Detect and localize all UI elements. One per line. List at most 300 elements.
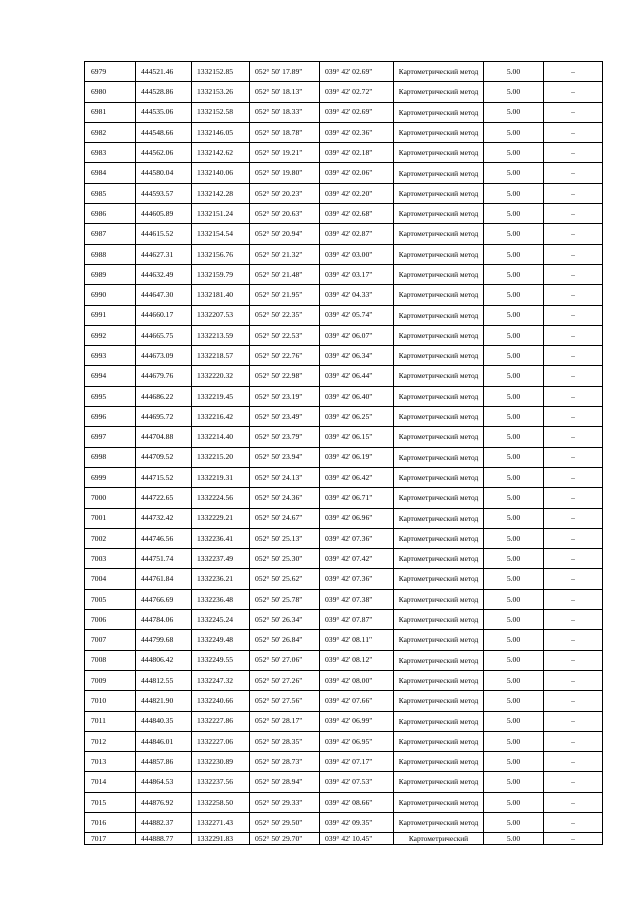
coord-y-cell: 1332159.79: [192, 264, 250, 284]
table-row: [85, 346, 603, 366]
latitude-cell: 052° 50' 29.33": [250, 792, 320, 812]
note-cell: –: [544, 163, 603, 183]
latitude-cell: 052° 50' 24.36": [250, 488, 320, 508]
accuracy-cell: 5.00: [484, 528, 544, 548]
method-cell: Картометрический метод: [394, 772, 484, 792]
table-row: [85, 650, 603, 670]
longitude-cell: 039° 42' 06.96": [320, 508, 394, 528]
method-cell: Картометрический метод: [394, 82, 484, 102]
point-number-cell: 7006: [85, 610, 136, 630]
latitude-cell: 052° 50' 25.13": [250, 528, 320, 548]
point-number-cell: 7010: [85, 691, 136, 711]
latitude-cell: 052° 50' 21.32": [250, 244, 320, 264]
latitude-cell: 052° 50' 27.26": [250, 670, 320, 690]
accuracy-cell: 5.00: [484, 569, 544, 589]
longitude-cell: 039° 42' 06.42": [320, 467, 394, 487]
point-number-cell: 7003: [85, 549, 136, 569]
note-cell: –: [544, 691, 603, 711]
latitude-cell: 052° 50' 22.76": [250, 346, 320, 366]
point-number-cell: 7013: [85, 752, 136, 772]
accuracy-cell: 5.00: [484, 792, 544, 812]
longitude-cell: 039° 42' 06.40": [320, 386, 394, 406]
note-cell: –: [544, 792, 603, 812]
coord-x-cell: 444882.37: [136, 812, 192, 832]
longitude-cell: 039° 42' 06.99": [320, 711, 394, 731]
latitude-cell: 052° 50' 29.70": [250, 833, 320, 845]
table-row: [85, 305, 603, 325]
coord-x-cell: 444679.76: [136, 366, 192, 386]
note-cell: –: [544, 610, 603, 630]
latitude-cell: 052° 50' 27.56": [250, 691, 320, 711]
coord-x-cell: 444876.92: [136, 792, 192, 812]
note-cell: –: [544, 143, 603, 163]
coord-y-cell: 1332236.48: [192, 589, 250, 609]
point-number-cell: 7009: [85, 670, 136, 690]
note-cell: –: [544, 650, 603, 670]
coord-y-cell: 1332146.05: [192, 122, 250, 142]
coord-x-cell: 444751.74: [136, 549, 192, 569]
longitude-cell: 039° 42' 06.44": [320, 366, 394, 386]
point-number-cell: 6991: [85, 305, 136, 325]
accuracy-cell: 5.00: [484, 610, 544, 630]
note-cell: –: [544, 528, 603, 548]
longitude-cell: 039° 42' 02.72": [320, 82, 394, 102]
method-cell: Картометрический метод: [394, 549, 484, 569]
longitude-cell: 039° 42' 06.19": [320, 447, 394, 467]
latitude-cell: 052° 50' 23.49": [250, 407, 320, 427]
method-cell: Картометрический метод: [394, 346, 484, 366]
table-row: [85, 325, 603, 345]
point-number-cell: 6985: [85, 183, 136, 203]
longitude-cell: 039° 42' 02.69": [320, 102, 394, 122]
method-cell: Картометрический метод: [394, 102, 484, 122]
longitude-cell: 039° 42' 07.66": [320, 691, 394, 711]
note-cell: –: [544, 812, 603, 832]
coord-y-cell: 1332214.40: [192, 427, 250, 447]
method-cell: Картометрический метод: [394, 224, 484, 244]
coord-x-cell: 444857.86: [136, 752, 192, 772]
longitude-cell: 039° 42' 07.17": [320, 752, 394, 772]
longitude-cell: 039° 42' 06.07": [320, 325, 394, 345]
table-row: [85, 549, 603, 569]
latitude-cell: 052° 50' 20.94": [250, 224, 320, 244]
longitude-cell: 039° 42' 06.71": [320, 488, 394, 508]
latitude-cell: 052° 50' 19.80": [250, 163, 320, 183]
longitude-cell: 039° 42' 09.35": [320, 812, 394, 832]
point-number-cell: 6993: [85, 346, 136, 366]
method-cell: Картометрический метод: [394, 244, 484, 264]
coord-x-cell: 444799.68: [136, 630, 192, 650]
latitude-cell: 052° 50' 28.73": [250, 752, 320, 772]
point-number-cell: 6997: [85, 427, 136, 447]
coord-x-cell: 444846.01: [136, 731, 192, 751]
accuracy-cell: 5.00: [484, 264, 544, 284]
table-row: [85, 102, 603, 122]
table-row: [85, 792, 603, 812]
note-cell: –: [544, 427, 603, 447]
accuracy-cell: 5.00: [484, 244, 544, 264]
longitude-cell: 039° 42' 02.18": [320, 143, 394, 163]
coord-x-cell: 444695.72: [136, 407, 192, 427]
point-number-cell: 6984: [85, 163, 136, 183]
method-cell: Картометрический метод: [394, 122, 484, 142]
coord-x-cell: 444615.52: [136, 224, 192, 244]
coord-y-cell: 1332152.85: [192, 62, 250, 82]
table-row: [85, 366, 603, 386]
latitude-cell: 052° 50' 27.06": [250, 650, 320, 670]
longitude-cell: 039° 42' 06.95": [320, 731, 394, 751]
latitude-cell: 052° 50' 23.19": [250, 386, 320, 406]
method-cell: Картометрический метод: [394, 691, 484, 711]
table-row: [85, 772, 603, 792]
coord-x-cell: 444709.52: [136, 447, 192, 467]
longitude-cell: 039° 42' 04.33": [320, 285, 394, 305]
table-row: [85, 163, 603, 183]
method-cell: Картометрический метод: [394, 407, 484, 427]
coord-x-cell: 444686.22: [136, 386, 192, 406]
table-body: [85, 62, 603, 845]
coord-y-cell: 1332249.48: [192, 630, 250, 650]
accuracy-cell: 5.00: [484, 143, 544, 163]
coord-y-cell: 1332181.40: [192, 285, 250, 305]
longitude-cell: 039° 42' 02.87": [320, 224, 394, 244]
method-cell: Картометрический метод: [394, 204, 484, 224]
table-row: [85, 467, 603, 487]
note-cell: –: [544, 183, 603, 203]
coord-x-cell: 444840.35: [136, 711, 192, 731]
table-row: [85, 407, 603, 427]
longitude-cell: 039° 42' 07.53": [320, 772, 394, 792]
accuracy-cell: 5.00: [484, 508, 544, 528]
note-cell: –: [544, 488, 603, 508]
longitude-cell: 039° 42' 06.34": [320, 346, 394, 366]
coordinates-table: [84, 61, 603, 845]
note-cell: –: [544, 102, 603, 122]
latitude-cell: 052° 50' 24.13": [250, 467, 320, 487]
coord-x-cell: 444784.06: [136, 610, 192, 630]
latitude-cell: 052° 50' 26.84": [250, 630, 320, 650]
table-row: [85, 630, 603, 650]
accuracy-cell: 5.00: [484, 82, 544, 102]
latitude-cell: 052° 50' 18.33": [250, 102, 320, 122]
note-cell: –: [544, 366, 603, 386]
note-cell: –: [544, 508, 603, 528]
accuracy-cell: 5.00: [484, 224, 544, 244]
point-number-cell: 6982: [85, 122, 136, 142]
coord-y-cell: 1332247.32: [192, 670, 250, 690]
note-cell: –: [544, 305, 603, 325]
coord-y-cell: 1332156.76: [192, 244, 250, 264]
table-row: [85, 386, 603, 406]
coord-y-cell: 1332258.50: [192, 792, 250, 812]
note-cell: –: [544, 630, 603, 650]
coord-x-cell: 444812.55: [136, 670, 192, 690]
note-cell: –: [544, 346, 603, 366]
method-cell: Картометрический метод: [394, 670, 484, 690]
method-cell: Картометрический метод: [394, 305, 484, 325]
longitude-cell: 039° 42' 06.25": [320, 407, 394, 427]
accuracy-cell: 5.00: [484, 670, 544, 690]
table-row: [85, 62, 603, 82]
method-cell: Картометрический метод: [394, 285, 484, 305]
point-number-cell: 6995: [85, 386, 136, 406]
table-row: [85, 731, 603, 751]
accuracy-cell: 5.00: [484, 488, 544, 508]
point-number-cell: 6981: [85, 102, 136, 122]
latitude-cell: 052° 50' 20.23": [250, 183, 320, 203]
coord-x-cell: 444888.77: [136, 833, 192, 845]
latitude-cell: 052° 50' 23.79": [250, 427, 320, 447]
table-row: [85, 488, 603, 508]
coord-y-cell: 1332152.58: [192, 102, 250, 122]
latitude-cell: 052° 50' 25.30": [250, 549, 320, 569]
coord-y-cell: 1332216.42: [192, 407, 250, 427]
accuracy-cell: 5.00: [484, 427, 544, 447]
latitude-cell: 052° 50' 24.67": [250, 508, 320, 528]
method-cell: Картометрический метод: [394, 62, 484, 82]
latitude-cell: 052° 50' 25.62": [250, 569, 320, 589]
latitude-cell: 052° 50' 26.34": [250, 610, 320, 630]
accuracy-cell: 5.00: [484, 102, 544, 122]
method-cell: Картометрический метод: [394, 447, 484, 467]
coord-x-cell: 444660.17: [136, 305, 192, 325]
table-row: [85, 812, 603, 832]
point-number-cell: 6990: [85, 285, 136, 305]
accuracy-cell: 5.00: [484, 589, 544, 609]
point-number-cell: 6989: [85, 264, 136, 284]
point-number-cell: 6996: [85, 407, 136, 427]
coord-y-cell: 1332237.56: [192, 772, 250, 792]
coord-y-cell: 1332227.06: [192, 731, 250, 751]
coord-y-cell: 1332236.41: [192, 528, 250, 548]
method-cell: Картометрический метод: [394, 792, 484, 812]
note-cell: –: [544, 752, 603, 772]
accuracy-cell: 5.00: [484, 386, 544, 406]
accuracy-cell: 5.00: [484, 447, 544, 467]
point-number-cell: 7000: [85, 488, 136, 508]
point-number-cell: 7014: [85, 772, 136, 792]
accuracy-cell: 5.00: [484, 630, 544, 650]
coord-x-cell: 444673.09: [136, 346, 192, 366]
point-number-cell: 6994: [85, 366, 136, 386]
point-number-cell: 7005: [85, 589, 136, 609]
coord-y-cell: 1332215.20: [192, 447, 250, 467]
longitude-cell: 039° 42' 07.87": [320, 610, 394, 630]
coord-y-cell: 1332142.62: [192, 143, 250, 163]
method-cell: Картометрический метод: [394, 752, 484, 772]
table-row: [85, 569, 603, 589]
accuracy-cell: 5.00: [484, 62, 544, 82]
accuracy-cell: 5.00: [484, 650, 544, 670]
point-number-cell: 7017: [85, 833, 136, 845]
coord-y-cell: 1332245.24: [192, 610, 250, 630]
method-cell: Картометрический: [394, 833, 484, 845]
point-number-cell: 6992: [85, 325, 136, 345]
coord-y-cell: 1332230.89: [192, 752, 250, 772]
method-cell: Картометрический метод: [394, 528, 484, 548]
longitude-cell: 039° 42' 08.00": [320, 670, 394, 690]
longitude-cell: 039° 42' 07.38": [320, 589, 394, 609]
method-cell: Картометрический метод: [394, 508, 484, 528]
coord-y-cell: 1332220.32: [192, 366, 250, 386]
coord-y-cell: 1332213.59: [192, 325, 250, 345]
note-cell: –: [544, 711, 603, 731]
accuracy-cell: 5.00: [484, 407, 544, 427]
latitude-cell: 052° 50' 18.13": [250, 82, 320, 102]
coord-y-cell: 1332219.31: [192, 467, 250, 487]
table-row: [85, 691, 603, 711]
coord-x-cell: 444864.53: [136, 772, 192, 792]
accuracy-cell: 5.00: [484, 467, 544, 487]
point-number-cell: 6979: [85, 62, 136, 82]
coord-y-cell: 1332224.56: [192, 488, 250, 508]
table-row: [85, 82, 603, 102]
table-row: [85, 143, 603, 163]
latitude-cell: 052° 50' 18.78": [250, 122, 320, 142]
point-number-cell: 7008: [85, 650, 136, 670]
method-cell: Картометрический метод: [394, 386, 484, 406]
longitude-cell: 039° 42' 08.11": [320, 630, 394, 650]
accuracy-cell: 5.00: [484, 549, 544, 569]
coord-y-cell: 1332207.53: [192, 305, 250, 325]
coord-x-cell: 444722.65: [136, 488, 192, 508]
latitude-cell: 052° 50' 29.50": [250, 812, 320, 832]
method-cell: Картометрический метод: [394, 589, 484, 609]
longitude-cell: 039° 42' 02.20": [320, 183, 394, 203]
note-cell: –: [544, 264, 603, 284]
coord-y-cell: 1332142.28: [192, 183, 250, 203]
latitude-cell: 052° 50' 20.63": [250, 204, 320, 224]
latitude-cell: 052° 50' 22.53": [250, 325, 320, 345]
coord-x-cell: 444528.86: [136, 82, 192, 102]
latitude-cell: 052° 50' 22.98": [250, 366, 320, 386]
longitude-cell: 039° 42' 02.06": [320, 163, 394, 183]
table-row: [85, 285, 603, 305]
coord-x-cell: 444665.75: [136, 325, 192, 345]
point-number-cell: 6986: [85, 204, 136, 224]
note-cell: –: [544, 82, 603, 102]
longitude-cell: 039° 42' 02.36": [320, 122, 394, 142]
longitude-cell: 039° 42' 08.66": [320, 792, 394, 812]
table-row: [85, 224, 603, 244]
note-cell: –: [544, 549, 603, 569]
latitude-cell: 052° 50' 19.21": [250, 143, 320, 163]
point-number-cell: 6988: [85, 244, 136, 264]
coord-x-cell: 444548.66: [136, 122, 192, 142]
point-number-cell: 7004: [85, 569, 136, 589]
table-row: [85, 122, 603, 142]
coord-x-cell: 444761.84: [136, 569, 192, 589]
note-cell: –: [544, 285, 603, 305]
coord-y-cell: 1332227.86: [192, 711, 250, 731]
longitude-cell: 039° 42' 02.68": [320, 204, 394, 224]
method-cell: Картометрический метод: [394, 467, 484, 487]
coord-y-cell: 1332236.21: [192, 569, 250, 589]
latitude-cell: 052° 50' 21.48": [250, 264, 320, 284]
coord-x-cell: 444746.56: [136, 528, 192, 548]
note-cell: –: [544, 772, 603, 792]
accuracy-cell: 5.00: [484, 183, 544, 203]
table-row: [85, 447, 603, 467]
latitude-cell: 052° 50' 22.35": [250, 305, 320, 325]
note-cell: –: [544, 204, 603, 224]
latitude-cell: 052° 50' 23.94": [250, 447, 320, 467]
table-row: [85, 508, 603, 528]
accuracy-cell: 5.00: [484, 833, 544, 845]
method-cell: Картометрический метод: [394, 143, 484, 163]
longitude-cell: 039° 42' 07.42": [320, 549, 394, 569]
method-cell: Картометрический метод: [394, 731, 484, 751]
accuracy-cell: 5.00: [484, 366, 544, 386]
coord-x-cell: 444521.46: [136, 62, 192, 82]
method-cell: Картометрический метод: [394, 325, 484, 345]
coord-y-cell: 1332154.54: [192, 224, 250, 244]
coord-x-cell: 444580.04: [136, 163, 192, 183]
point-number-cell: 7012: [85, 731, 136, 751]
method-cell: Картометрический метод: [394, 264, 484, 284]
coord-x-cell: 444766.69: [136, 589, 192, 609]
note-cell: –: [544, 122, 603, 142]
longitude-cell: 039° 42' 10.45": [320, 833, 394, 845]
coord-y-cell: 1332151.24: [192, 204, 250, 224]
latitude-cell: 052° 50' 28.94": [250, 772, 320, 792]
coord-y-cell: 1332240.66: [192, 691, 250, 711]
method-cell: Картометрический метод: [394, 183, 484, 203]
coord-y-cell: 1332218.57: [192, 346, 250, 366]
accuracy-cell: 5.00: [484, 163, 544, 183]
coord-x-cell: 444605.89: [136, 204, 192, 224]
note-cell: –: [544, 386, 603, 406]
method-cell: Картометрический метод: [394, 488, 484, 508]
coord-y-cell: 1332219.45: [192, 386, 250, 406]
coord-y-cell: 1332153.26: [192, 82, 250, 102]
method-cell: Картометрический метод: [394, 812, 484, 832]
coord-x-cell: 444535.06: [136, 102, 192, 122]
table-row: [85, 589, 603, 609]
note-cell: –: [544, 467, 603, 487]
note-cell: –: [544, 447, 603, 467]
point-number-cell: 7001: [85, 508, 136, 528]
accuracy-cell: 5.00: [484, 305, 544, 325]
longitude-cell: 039° 42' 07.36": [320, 528, 394, 548]
coord-y-cell: 1332291.83: [192, 833, 250, 845]
note-cell: –: [544, 407, 603, 427]
table-row: [85, 711, 603, 731]
coord-y-cell: 1332140.06: [192, 163, 250, 183]
note-cell: –: [544, 244, 603, 264]
note-cell: –: [544, 589, 603, 609]
table-row: [85, 204, 603, 224]
accuracy-cell: 5.00: [484, 731, 544, 751]
method-cell: Картометрический метод: [394, 630, 484, 650]
table-row: [85, 833, 603, 845]
coord-y-cell: 1332237.49: [192, 549, 250, 569]
method-cell: Картометрический метод: [394, 650, 484, 670]
method-cell: Картометрический метод: [394, 366, 484, 386]
method-cell: Картометрический метод: [394, 711, 484, 731]
latitude-cell: 052° 50' 17.89": [250, 62, 320, 82]
accuracy-cell: 5.00: [484, 752, 544, 772]
accuracy-cell: 5.00: [484, 346, 544, 366]
longitude-cell: 039° 42' 03.17": [320, 264, 394, 284]
table-row: [85, 244, 603, 264]
table-row: [85, 427, 603, 447]
longitude-cell: 039° 42' 02.69": [320, 62, 394, 82]
coord-x-cell: 444821.90: [136, 691, 192, 711]
note-cell: –: [544, 569, 603, 589]
method-cell: Картометрический метод: [394, 427, 484, 447]
longitude-cell: 039° 42' 05.74": [320, 305, 394, 325]
